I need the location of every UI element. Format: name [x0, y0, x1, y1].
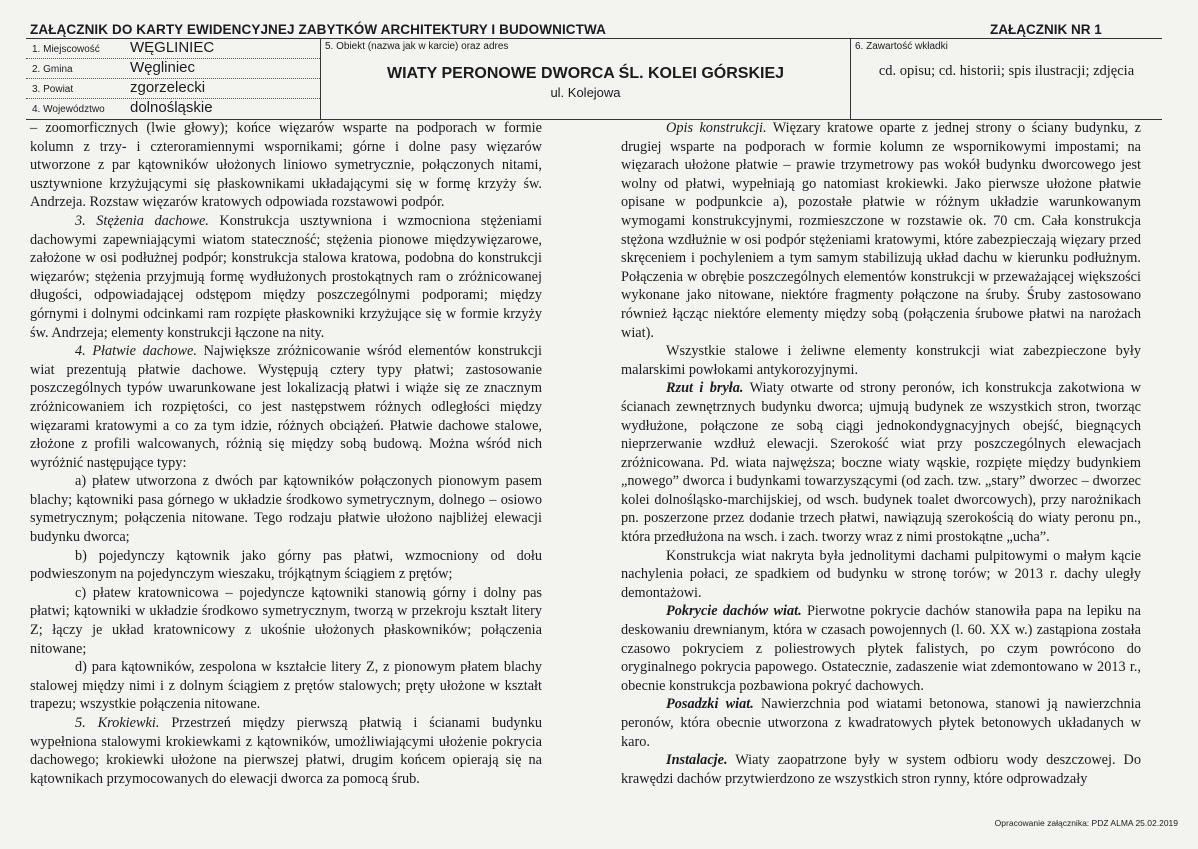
field-value: Węgliniec: [130, 59, 196, 76]
contents-value: cd. opisu; cd. historii; spis ilustracji; zdjęcia: [878, 63, 1135, 79]
paragraph-body: Pierwotne pokrycie dachów stanowiła papa na lepiku na deskowaniu drewnianym, która w czasach powojennych (l. 60. XX w.) zastąpiona została czasowo pokryciem z poliestrowych płytek falistych, po czym powrócono do oryginalnego pokrycia papowego. Ostatecznie, zadaszenie wiat zdemontowano w 2013 r., obecnie konstrukcja pozbawiona pokryć dachowych.: [621, 603, 1141, 694]
list-item: c) płatew kratownicowa – pojedyncze kątowniki stanowią górny i dolny pas płatwi; kątowniki w układzie środkowo symetrycznym, tworzą w przekroju kształt litery Z; łączy je układ kratownicowy z ukośnie ułożonych płaskowników; połączenia nitowane;: [30, 584, 542, 657]
object-field: [321, 39, 851, 119]
field-label: 1. Miejscowość: [32, 44, 100, 55]
field-value: WĘGLINIEC: [130, 39, 215, 56]
document-title: ZAŁĄCZNIK DO KARTY EWIDENCYJNEJ ZABYTKÓW ARCHITEKTURY I BUDOWNICTWA: [30, 22, 630, 39]
location-fields: [26, 39, 321, 119]
paragraph-body: Nawierzchnia pod wiatami betonowa, stanowi ją nawierzchnia peronów, która obecnie utworzona z kwadratowych płytek betonowych układanych w karo.: [621, 696, 1141, 750]
object-address: ul. Kolejowa: [550, 85, 621, 100]
paragraph: [30, 714, 542, 788]
field-label: 5. Obiekt (nazwa jak w karcie) oraz adres: [325, 41, 509, 52]
list-item: a) płatew utworzona z dwóch par kątowników połączonych pionowym pasem blachy; kątowniki pasa górnego w układzie środkowo symetrycznym, dolnego – osiowo symetrycznym; połączenia nitowane. Tego rodzaju płatwie ułożono najbliżej elewacji budynku dworca;: [30, 473, 542, 546]
field-label: 3. Powiat: [32, 84, 74, 95]
list-item: d) para kątowników, zespolona w kształcie litery Z, z pionowym płatem blachy stalowej między nimi i z dolnym ściągiem z prętów stalowych; pręty ułożone w kształt trapezu; wszystkie połączenia nitowane.: [30, 659, 542, 713]
footer-credit: Opracowanie załącznika: PDZ ALMA 25.02.2019: [994, 818, 1178, 828]
paragraph: [30, 342, 542, 472]
paragraph-body: Wiaty otwarte od strony peronów, ich konstrukcja zakotwiona w ścianach zewnętrznych budynku dworca; ujmują budynek ze wszystkich stron, tworząc wydłużone, połączone ze sobą ciągi jednokondygnacyjnych obejść, biegnących nieprzerwanie wzdłuż elewacji. Szerokość wiat przy poszczególnych elewacjach zróżnicowana. Pd. wiata najwęższa; boczne wiaty wąskie, rozpięte między budynkiem „nowego” dworca i budynkami towarzyszącymi (od zach. tzw. „stary” dworzec – dworzec kolei dolnośląsko-marchijskiej, od wsch. budynek toalet dworcowych), przy narożnikach pn. poszerzone przez dodanie trzech płatwi, nawiązują szerokością do wiaty peronu pn., która przedłużona na wsch. i zach. tworzy wraz z nimi prostokątne „ucha”.: [621, 380, 1141, 546]
paragraph: [621, 602, 1141, 695]
paragraph-body: Przestrzeń między pierwszą płatwią i ścianami budynku wypełniona stalowymi krokiewkami z kątowników, umożliwiającymi ułożenie pokrycia dachowego; krokiewki ułożone na pierwszej płatwi, drugim końcem opierają się na kątownikach przymocowanych do elewacji dworca za pomocą śrub.: [30, 715, 543, 787]
contents-field: [851, 39, 1162, 119]
text-column-left: [30, 119, 542, 788]
section-heading: 4. Płatwie dachowe.: [75, 343, 197, 360]
paragraph: Konstrukcja wiat nakryta była jednolitymi dachami pulpitowymi o małym kącie nachylenia połaci, ze spadkiem od budynku w stronę torów; w 2013 r. dachy uległy demontażowi.: [621, 547, 1141, 601]
field-value: zgorzelecki: [130, 79, 206, 96]
object-name: WIATY PERONOWE DWORCA ŚL. KOLEI GÓRSKIEJ: [386, 65, 785, 82]
section-heading: Rzut i bryła.: [666, 380, 744, 397]
paragraph-body: Największe zróżnicowanie wśród elementów konstrukcji wiat prezentują płatwie dachowe. Występują cztery typy płatwi; zastosowanie poszczególnych typów uwarunkowane jest lokalizacją płatwi i wiąże się ze znacznym zróżnicowaniem ich rozpiętości, co jest następstwem różnych odległości między więzarami kratowymi a co za tym idzie, różnych obciążeń. Płatwie dachowe stalowe, złożone z profili walcowanych, różnią się między sobą budową. Można wśród nich wyróżnić następujące typy:: [30, 343, 542, 471]
paragraph-body: Konstrukcja usztywniona i wzmocniona stężeniami dachowymi zapewniającymi wiatom stateczność; stężenia pionowe międzywięzarowe, założone w osi podłużnej podpór; konstrukcja stalowa kratowa, podobna do konstrukcji więzarów; stężenia przyjmują formę wydłużonych prostokątnych ram o zróżnicowanej długości, odpowiadającej odstępom między poszczególnymi podporami; między górnymi i dolnymi odcinkami ram rozpięte płaskowniki krzyżujące się w formie krzyży św. Andrzeja; elementy konstrukcji łączone na nity.: [30, 212, 542, 341]
section-heading: Instalacje.: [666, 752, 728, 769]
field-powiat: [26, 79, 320, 99]
section-heading: Posadzki wiat.: [666, 696, 754, 713]
section-heading: 5. Krokiewki.: [75, 715, 160, 731]
paragraph: – zoomorficznych (lwie głowy); końce więzarów wsparte na podporach w formie kolumn z trzy- i czteroramiennymi wspornikami; górne i dolne pasy więzarów utworzone z par kątowników ułożonych liniowo symetrycznie, połączonych nitami, usztywnione krzyżującymi się płaskownikami układającymi się w formę krzyży św. Andrzeja. Rozstaw więzarów kratowych odpowiada rozstawowi podpór.: [30, 120, 542, 211]
field-label: 4. Województwo: [32, 104, 105, 115]
field-label: 6. Zawartość wkładki: [855, 41, 948, 52]
paragraph: [30, 212, 542, 342]
paragraph: Wszystkie stalowe i żeliwne elementy konstrukcji wiat zabezpieczone były malarskimi powłokami antykorozyjnymi.: [621, 343, 1141, 378]
text-column-right: [621, 119, 1141, 788]
section-heading: Opis konstrukcji.: [666, 120, 767, 136]
field-gmina: [26, 59, 320, 79]
field-wojewodztwo: [26, 99, 320, 118]
paragraph-body: Wiaty zaopatrzone były w system odbioru wody deszczowej. Do krawędzi dachów przytwierdzono ze wszystkich stron rynny, które odprowadzały: [621, 752, 1141, 787]
annex-number: ZAŁĄCZNIK NR 1: [990, 22, 1102, 37]
section-heading: Pokrycie dachów wiat.: [666, 603, 802, 620]
paragraph-body: Więzary kratowe oparte z jednej strony o ściany budynku, z drugiej wsparte na podporach w formie kolumn ze wspornikowymi impostami; na więzarach ułożone płatwie – prawie trzymetrowy pas wokół budynku dworcowego jest wolny od płatwi, wypełniają go natomiast krokiewki. Jako pierwsze ułożone płatwie opisane w podpunkcie a), pozostałe płatwie w różnym układzie warunkowanym wymogami konstrukcyjnymi, rozmieszczone w rozstawie ok. 70 cm. Cała konstrukcja stężona wzdłużnie w osi podpór stężeniami kratowymi, które zabezpieczają więzary przed skręceniem i pochyleniem a tym samym stabilizują układ dachu w kierunku podłużnym. Połączenia w obrębie poszczególnych elementów konstrukcji w przeważającej większości wykonane jako nitowane, niektóre fragmenty połączone na śruby. Śruby zastosowano również łącząc niektóre elementy między sobą (połączenia śrubowe płatwi na narożach wiat).: [621, 120, 1141, 341]
header-fields-table: [26, 38, 1162, 120]
field-label: 2. Gmina: [32, 64, 73, 75]
paragraph: [621, 379, 1141, 546]
field-miejscowosc: [26, 39, 320, 59]
list-item: b) pojedynczy kątownik jako górny pas płatwi, wzmocniony od dołu podwieszonym na pojedynczym wieszaku, trójkątnym ściągiem z prętów;: [30, 547, 542, 583]
paragraph: [621, 119, 1141, 342]
paragraph: [621, 695, 1141, 751]
section-heading: 3. Stężenia dachowe.: [75, 212, 209, 229]
field-value: dolnośląskie: [130, 99, 213, 116]
paragraph: [621, 751, 1141, 788]
